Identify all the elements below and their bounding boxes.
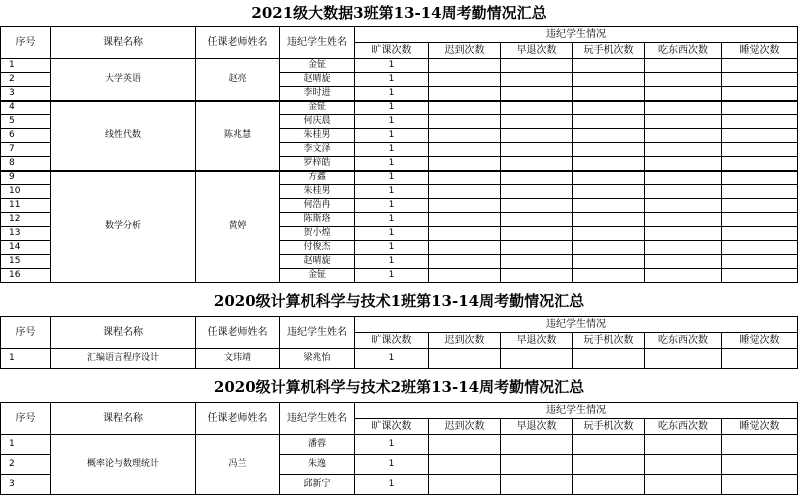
absence-count: 1 [355,269,429,283]
early-leave-count [501,87,573,101]
row-seq: 2 [1,455,51,475]
eating-count [645,87,722,101]
phone-count [573,115,645,129]
early-leave-count [501,255,573,269]
student-name: 陈斯珞 [280,213,355,227]
header-seq: 序号 [1,317,51,349]
phone-count [573,241,645,255]
early-leave-count [501,73,573,87]
row-seq: 3 [1,87,51,101]
phone-count [573,185,645,199]
phone-count [573,227,645,241]
eating-count [645,241,722,255]
row-seq: 4 [1,101,51,115]
row-seq: 7 [1,143,51,157]
header-early-leave: 早退次数 [501,333,573,349]
absence-count: 1 [355,475,429,495]
early-leave-count [501,241,573,255]
phone-count [573,475,645,495]
late-count [429,101,501,115]
eating-count [645,213,722,227]
phone-count [573,199,645,213]
row-seq: 1 [1,435,51,455]
sleeping-count [722,199,798,213]
teacher-name: 陈兆慧 [196,101,280,171]
sleeping-count [722,73,798,87]
eating-count [645,185,722,199]
sleeping-count [722,143,798,157]
row-seq: 13 [1,227,51,241]
early-leave-count [501,129,573,143]
late-count [429,115,501,129]
early-leave-count [501,143,573,157]
table-row [1,59,798,73]
absence-count: 1 [355,59,429,73]
student-name: 金钲 [280,269,355,283]
row-seq: 12 [1,213,51,227]
phone-count [573,435,645,455]
absence-count: 1 [355,255,429,269]
row-seq: 5 [1,115,51,129]
header-early-leave: 早退次数 [501,43,573,59]
header-teacher: 任课老师姓名 [196,317,280,349]
absence-count: 1 [355,171,429,185]
absence-count: 1 [355,115,429,129]
header-absence: 旷课次数 [355,419,429,435]
phone-count [573,143,645,157]
course-name: 汇编语言程序设计 [51,349,196,369]
eating-count [645,455,722,475]
header-student: 违纪学生姓名 [280,317,355,349]
course-name: 概率论与数理统计 [51,435,196,495]
eating-count [645,171,722,185]
eating-count [645,157,722,171]
header-absence: 旷课次数 [355,333,429,349]
eating-count [645,199,722,213]
eating-count [645,349,722,369]
sleeping-count [722,255,798,269]
header-seq: 序号 [1,27,51,59]
header-student: 违纪学生姓名 [280,403,355,435]
late-count [429,157,501,171]
sleeping-count [722,455,798,475]
header-seq: 序号 [1,403,51,435]
early-leave-count [501,115,573,129]
student-name: 梁兆怡 [280,349,355,369]
early-leave-count [501,157,573,171]
late-count [429,185,501,199]
attendance-table [0,26,798,283]
late-count [429,475,501,495]
eating-count [645,255,722,269]
section-title: 2020级计算机科学与技术2班第13-14周考勤情况汇总 [213,378,585,396]
sleeping-count [722,185,798,199]
header-student: 违纪学生姓名 [280,27,355,59]
eating-count [645,115,722,129]
early-leave-count [501,101,573,115]
student-name: 赵晴旋 [280,73,355,87]
teacher-name: 黄婷 [196,171,280,283]
sleeping-count [722,269,798,283]
absence-count: 1 [355,87,429,101]
header-violation-group: 违纪学生情况 [355,317,798,333]
header-teacher: 任课老师姓名 [196,403,280,435]
early-leave-count [501,59,573,73]
header-course: 课程名称 [51,317,196,349]
header-absence: 旷课次数 [355,43,429,59]
header-sleeping: 睡觉次数 [722,419,798,435]
eating-count [645,435,722,455]
eating-count [645,101,722,115]
sleeping-count [722,115,798,129]
sleeping-count [722,349,798,369]
section-title: 2021级大数据3班第13-14周考勤情况汇总 [251,4,547,22]
sleeping-count [722,59,798,73]
early-leave-count [501,435,573,455]
absence-count: 1 [355,213,429,227]
section-title: 2020级计算机科学与技术1班第13-14周考勤情况汇总 [213,292,585,310]
student-name: 李时进 [280,87,355,101]
header-phone: 玩手机次数 [573,419,645,435]
header-violation-group: 违纪学生情况 [355,403,798,419]
row-seq: 14 [1,241,51,255]
absence-count: 1 [355,227,429,241]
phone-count [573,59,645,73]
early-leave-count [501,185,573,199]
sleeping-count [722,475,798,495]
late-count [429,269,501,283]
header-eating: 吃东西次数 [645,419,722,435]
course-name: 数学分析 [51,171,196,283]
absence-count: 1 [355,143,429,157]
table-row [1,435,798,455]
phone-count [573,101,645,115]
student-name: 金钲 [280,59,355,73]
header-late: 迟到次数 [429,333,501,349]
sleeping-count [722,435,798,455]
early-leave-count [501,213,573,227]
early-leave-count [501,475,573,495]
late-count [429,129,501,143]
early-leave-count [501,349,573,369]
student-name: 何浩冉 [280,199,355,213]
student-name: 赵晴旋 [280,255,355,269]
late-count [429,255,501,269]
row-seq: 6 [1,129,51,143]
eating-count [645,73,722,87]
header-eating: 吃东西次数 [645,333,722,349]
absence-count: 1 [355,185,429,199]
row-seq: 8 [1,157,51,171]
table-row [1,349,798,369]
row-seq: 3 [1,475,51,495]
student-name: 李文泽 [280,143,355,157]
attendance-table [0,316,798,369]
teacher-name: 文玮靖 [196,349,280,369]
header-phone: 玩手机次数 [573,43,645,59]
sleeping-count [722,157,798,171]
row-seq: 11 [1,199,51,213]
phone-count [573,269,645,283]
absence-count: 1 [355,199,429,213]
row-seq: 16 [1,269,51,283]
phone-count [573,455,645,475]
absence-count: 1 [355,455,429,475]
eating-count [645,475,722,495]
phone-count [573,129,645,143]
sleeping-count [722,87,798,101]
row-seq: 1 [1,59,51,73]
absence-count: 1 [355,73,429,87]
early-leave-count [501,227,573,241]
absence-count: 1 [355,129,429,143]
student-name: 邱新宁 [280,475,355,495]
teacher-name: 赵亮 [196,59,280,101]
header-course: 课程名称 [51,403,196,435]
student-name: 方鑫 [280,171,355,185]
teacher-name: 冯兰 [196,435,280,495]
absence-count: 1 [355,101,429,115]
header-late: 迟到次数 [429,419,501,435]
late-count [429,59,501,73]
absence-count: 1 [355,157,429,171]
course-name: 大学英语 [51,59,196,101]
late-count [429,73,501,87]
sleeping-count [722,213,798,227]
early-leave-count [501,455,573,475]
table-row [1,171,798,185]
header-late: 迟到次数 [429,43,501,59]
student-name: 朱逸 [280,455,355,475]
eating-count [645,227,722,241]
student-name: 潘蓉 [280,435,355,455]
eating-count [645,143,722,157]
header-early-leave: 早退次数 [501,419,573,435]
phone-count [573,213,645,227]
student-name: 朱桂男 [280,129,355,143]
eating-count [645,129,722,143]
header-phone: 玩手机次数 [573,333,645,349]
sleeping-count [722,171,798,185]
phone-count [573,157,645,171]
row-seq: 15 [1,255,51,269]
eating-count [645,59,722,73]
early-leave-count [501,269,573,283]
phone-count [573,73,645,87]
phone-count [573,255,645,269]
late-count [429,435,501,455]
row-seq: 1 [1,349,51,369]
absence-count: 1 [355,435,429,455]
phone-count [573,171,645,185]
phone-count [573,87,645,101]
table-row [1,101,798,115]
student-name: 贺小煌 [280,227,355,241]
phone-count [573,349,645,369]
header-sleeping: 睡觉次数 [722,43,798,59]
header-teacher: 任课老师姓名 [196,27,280,59]
late-count [429,199,501,213]
sleeping-count [722,129,798,143]
student-name: 付俊杰 [280,241,355,255]
sleeping-count [722,101,798,115]
row-seq: 2 [1,73,51,87]
absence-count: 1 [355,241,429,255]
late-count [429,143,501,157]
header-violation-group: 违纪学生情况 [355,27,798,43]
late-count [429,241,501,255]
row-seq: 10 [1,185,51,199]
sleeping-count [722,227,798,241]
late-count [429,227,501,241]
early-leave-count [501,199,573,213]
late-count [429,213,501,227]
header-sleeping: 睡觉次数 [722,333,798,349]
early-leave-count [501,171,573,185]
late-count [429,87,501,101]
student-name: 何庆晨 [280,115,355,129]
late-count [429,349,501,369]
student-name: 罗梓皓 [280,157,355,171]
student-name: 金钲 [280,101,355,115]
course-name: 线性代数 [51,101,196,171]
eating-count [645,269,722,283]
header-course: 课程名称 [51,27,196,59]
absence-count: 1 [355,349,429,369]
attendance-table [0,402,798,495]
late-count [429,171,501,185]
student-name: 朱桂男 [280,185,355,199]
row-seq: 9 [1,171,51,185]
header-eating: 吃东西次数 [645,43,722,59]
sleeping-count [722,241,798,255]
late-count [429,455,501,475]
